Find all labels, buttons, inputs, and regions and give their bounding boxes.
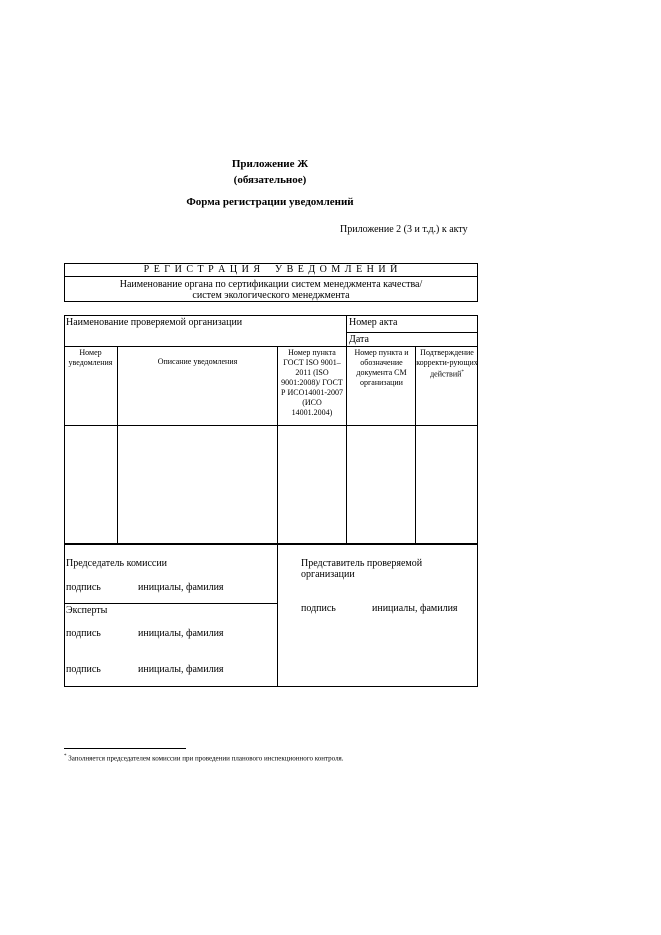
attachment-note: Приложение 2 (3 и т.д.) к акту — [340, 224, 468, 235]
act-date-divider — [346, 332, 478, 333]
footnote-rule — [64, 748, 186, 749]
org-name-label: Наименование проверяемой организации — [66, 317, 243, 328]
expert2-initials-label: инициалы, фамилия — [138, 664, 224, 675]
act-number-label: Номер акта — [349, 317, 398, 328]
col-notification-number: Номер уведомления — [68, 348, 113, 367]
table-vline-1 — [117, 346, 118, 544]
representative-signature-label: подпись — [301, 603, 336, 614]
chairman-signature-label: подпись — [66, 582, 101, 593]
experts-label: Эксперты — [66, 605, 108, 616]
appendix-title: Приложение Ж — [231, 158, 309, 170]
form-title: Форма регистрации уведомлений — [186, 196, 354, 208]
expert1-initials-label: инициалы, фамилия — [138, 628, 224, 639]
col-standard-clause: Номер пункта ГОСТ ISO 9001–2011 (ISO 9001:2008)/ ГОСТ Р ИСО14001-2007 (ИСО 14001.2004) — [281, 348, 344, 417]
footnote: * Заполняется председателем комиссии при проведении планового инспекционного контроля. — [64, 754, 344, 763]
table-vline-2 — [277, 346, 278, 544]
certification-body-line1: Наименование органа по сертификации систем менеджмента качества/ — [119, 279, 423, 290]
representative-initials-label: инициалы, фамилия — [372, 603, 458, 614]
col-document-clause: Номер пункта и обозначение документа СМ организации — [354, 348, 409, 387]
date-label: Дата — [349, 334, 369, 345]
representative-label: Представитель проверяемой организации — [301, 558, 423, 580]
chairman-experts-divider — [64, 603, 278, 604]
expert1-signature-label: подпись — [66, 628, 101, 639]
table-vline-4 — [346, 315, 347, 544]
col-notification-description: Описание уведомления — [157, 357, 238, 366]
chairman-initials-label: инициалы, фамилия — [138, 582, 224, 593]
col-corrective-actions: Подтверждение корректи-рующих действий* — [416, 348, 478, 379]
expert2-signature-label: подпись — [66, 664, 101, 675]
registration-title: Р Е Г И С Т Р А Ц И Я У В Е Д О М Л Е Н И Й — [143, 264, 399, 275]
chairman-label: Председатель комиссии — [66, 558, 168, 569]
appendix-mandatory: (обязательное) — [233, 174, 307, 186]
certification-body-line2: систем экологического менеджмента — [192, 290, 350, 301]
registration-header-divider — [64, 276, 478, 277]
signatures-divider — [277, 544, 278, 687]
